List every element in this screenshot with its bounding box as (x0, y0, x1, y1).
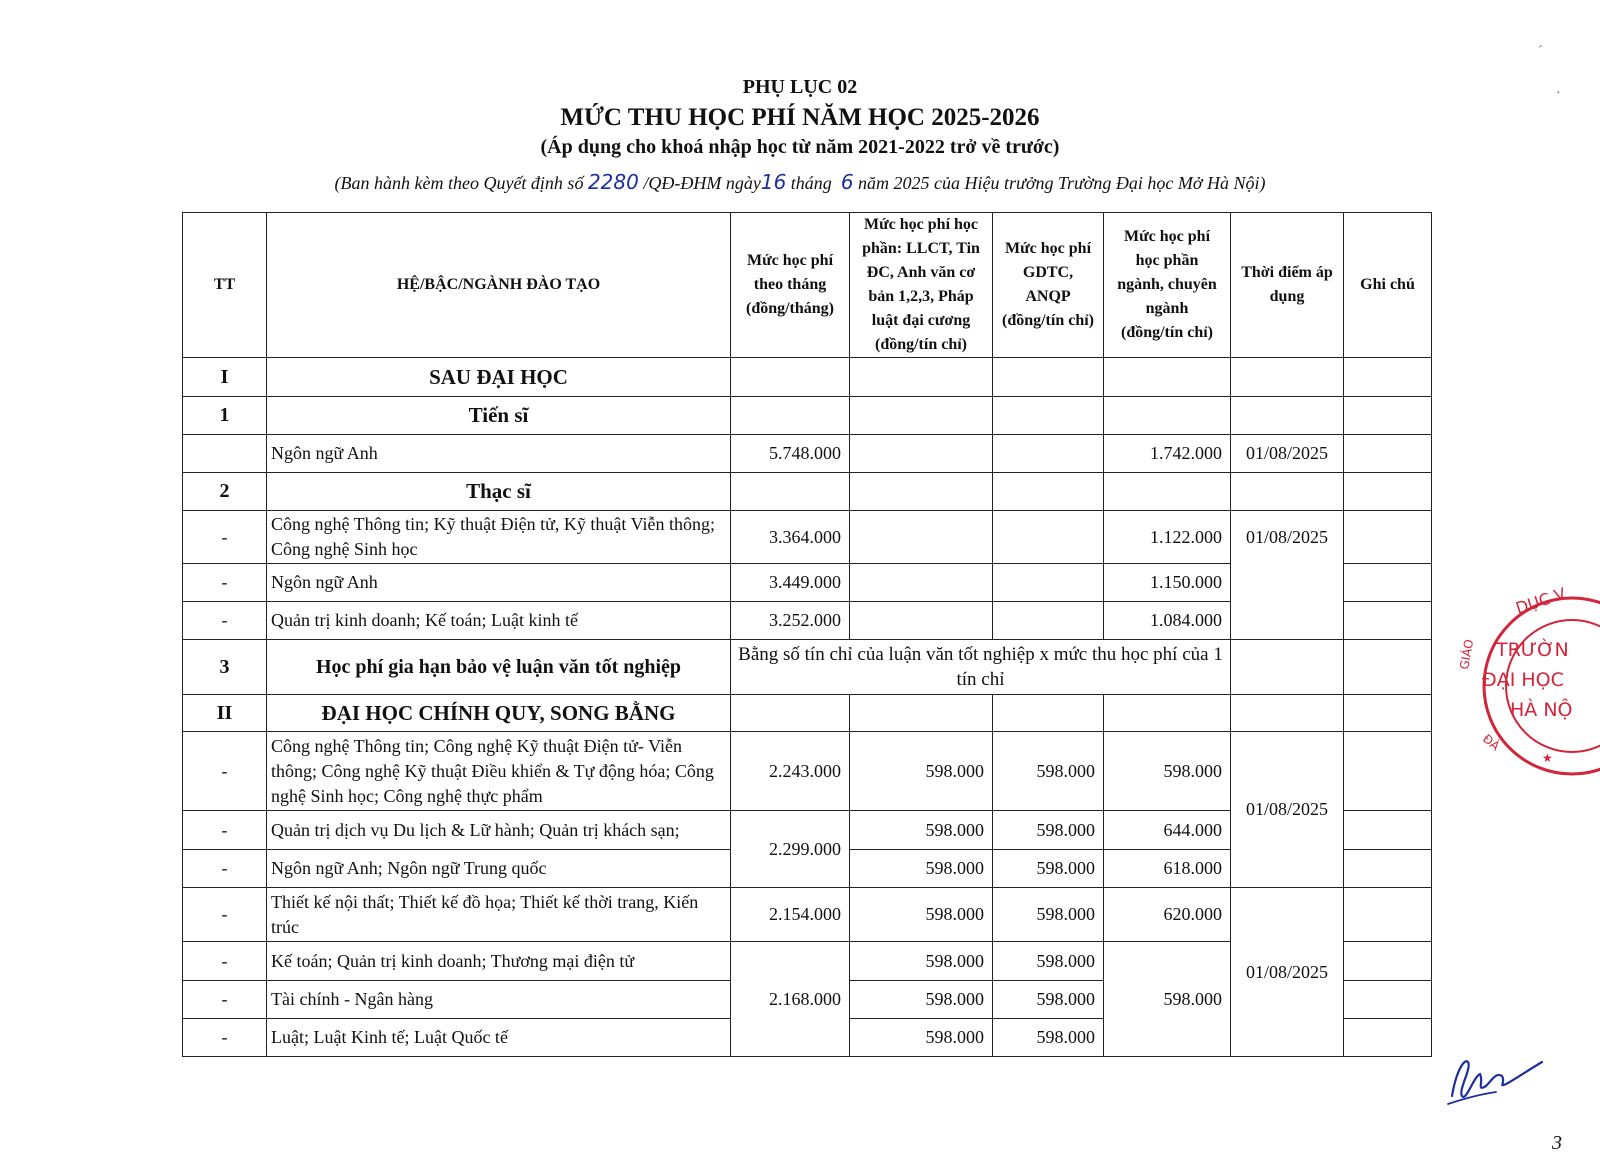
subsection-row (183, 397, 1432, 435)
scan-mark: · (1556, 86, 1561, 101)
row-program: Quản trị kinh doanh; Kế toán; Luật kinh tế (267, 602, 731, 640)
row-major-fee: 618.000 (1104, 850, 1231, 888)
fee-table (182, 212, 1432, 1057)
row-major-fee: 1.084.000 (1104, 602, 1231, 640)
header-line: học phần (1135, 252, 1199, 269)
subsection-row (183, 473, 1432, 511)
header-line: theo tháng (753, 276, 827, 293)
row-program: Quản trị dịch vụ Du lịch & Lữ hành; Quản trị khách sạn; (267, 811, 731, 850)
issuance-mid-2: tháng (790, 173, 832, 193)
header-line: Mức học phí (746, 252, 834, 269)
header-program: HỆ/BẬC/NGÀNH ĐÀO TẠO (267, 213, 731, 358)
row-monthly-fee: 3.364.000 (731, 511, 850, 564)
row-major-fee: 598.000 (1104, 732, 1231, 811)
row-general-fee: 598.000 (850, 888, 993, 942)
row-monthly-fee: 2.299.000 (731, 811, 850, 888)
seal-ring-left: GIÁO (1457, 638, 1477, 671)
header-major-fee (1104, 213, 1231, 358)
header-tt: TT (183, 213, 267, 358)
page-number: 3 (1552, 1132, 1562, 1154)
header-line: Thời điểm áp (1241, 264, 1333, 281)
row-program: Kế toán; Quản trị kinh doanh; Thương mại điện tử (267, 942, 731, 981)
row-program: Ngôn ngữ Anh (267, 435, 731, 473)
row-tt: - (183, 942, 267, 981)
scan-mark: ˊ (1538, 44, 1543, 59)
header-line: dụng (1269, 288, 1305, 305)
day-handwritten: 16 (760, 170, 787, 194)
row-program: Thạc sĩ (267, 473, 731, 511)
row-tt: 1 (183, 397, 267, 435)
header-line: Mức học phí học (863, 216, 979, 233)
row-program: SAU ĐẠI HỌC (267, 358, 731, 397)
header-note: Ghi chú (1344, 213, 1432, 358)
row-program: Tiến sĩ (267, 397, 731, 435)
row-monthly-fee: 2.243.000 (731, 732, 850, 811)
header-line: phần: LLCT, Tin (862, 240, 980, 257)
row-major-fee: 620.000 (1104, 888, 1231, 942)
appendix-label: PHỤ LỤC 02 (742, 76, 858, 98)
row-general-fee: 598.000 (850, 981, 993, 1019)
issuance-line (0, 170, 1600, 194)
row-general-fee: 598.000 (850, 732, 993, 811)
decision-number-handwritten: 2280 (587, 170, 639, 194)
table-row (183, 732, 1432, 811)
row-gdtc-fee: 598.000 (993, 942, 1104, 981)
issuance-prefix: (Ban hành kèm theo Quyết định số (334, 173, 584, 193)
header-line: ĐC, Anh văn cơ (866, 264, 976, 281)
header-line: (đồng/tín chỉ) (1120, 324, 1213, 341)
row-program: Ngôn ngữ Anh (267, 564, 731, 602)
document-subtitle: (Áp dụng cho khoá nhập học từ năm 2021-2022 trở về trước) (540, 136, 1060, 158)
row-program: Tài chính - Ngân hàng (267, 981, 731, 1019)
header-line: ngành (1145, 300, 1189, 317)
university-seal (1457, 583, 1600, 780)
seal-ring-text: DỤC V (1513, 583, 1568, 618)
row-monthly-fee: 3.449.000 (731, 564, 850, 602)
row-general-fee: 598.000 (850, 1019, 993, 1057)
row-program: Thiết kế nội thất; Thiết kế đồ họa; Thiết kế thời trang, Kiến trúc (267, 888, 731, 942)
row-tt: I (183, 358, 267, 397)
seal-ring-bottom: ĐÀ (1480, 731, 1503, 754)
row-general-fee: 598.000 (850, 811, 993, 850)
seal-line-1: TRƯỜN (1496, 639, 1569, 661)
header-line: ANQP (1025, 288, 1071, 305)
table-row (183, 888, 1432, 942)
month-handwritten: 6 (840, 170, 854, 194)
header-line: GDTC, (1022, 264, 1074, 281)
row-tt: - (183, 811, 267, 850)
header-line: (đồng/tín chỉ) (1001, 312, 1094, 329)
row-major-fee: 1.742.000 (1104, 435, 1231, 473)
seal-line-2: ĐẠI HỌC (1482, 669, 1564, 691)
issuance-mid-1: /QĐ-ĐHM ngày (643, 173, 761, 193)
row-program: Công nghệ Thông tin; Công nghệ Kỹ thuật Điện tử- Viễn thông; Công nghệ Kỹ thuật Điều khiển & Tự động hóa; Công nghệ Sinh học; Công nghệ thực phẩm (267, 732, 731, 811)
row-program: Luật; Luật Kinh tế; Luật Quốc tế (267, 1019, 731, 1057)
document-title: MỨC THU HỌC PHÍ NĂM HỌC 2025-2026 (560, 104, 1040, 131)
signature (1446, 1052, 1546, 1112)
row-gdtc-fee: 598.000 (993, 888, 1104, 942)
header-line: (đồng/tín chỉ) (874, 336, 967, 353)
issuance-suffix: năm 2025 của Hiệu trưởng Trường Đại học Mở Hà Nội) (858, 173, 1266, 193)
header-effective-date (1231, 213, 1344, 358)
row-program: Ngôn ngữ Anh; Ngôn ngữ Trung quốc (267, 850, 731, 888)
seal-line-3: HÀ NỘ (1510, 699, 1573, 721)
row-program: ĐẠI HỌC CHÍNH QUY, SONG BẰNG (267, 695, 731, 732)
section-row (183, 695, 1432, 732)
row-effective-date: 01/08/2025 (1231, 732, 1344, 888)
row-monthly-fee: 2.154.000 (731, 888, 850, 942)
row-general-fee: 598.000 (850, 850, 993, 888)
row-major-fee: 1.122.000 (1104, 511, 1231, 564)
header-line: (đồng/tháng) (745, 300, 835, 317)
row-program: Học phí gia hạn bảo vệ luận văn tốt nghiệp (267, 640, 731, 695)
row-tt: II (183, 695, 267, 732)
row-monthly-fee: 2.168.000 (731, 942, 850, 1057)
row-effective-date: 01/08/2025 (1231, 435, 1344, 473)
header-gdtc-fee (993, 213, 1104, 358)
row-general-fee: 598.000 (850, 942, 993, 981)
row-monthly-fee: 3.252.000 (731, 602, 850, 640)
row-tt: - (183, 564, 267, 602)
row-tt: - (183, 850, 267, 888)
row-tt: - (183, 888, 267, 942)
row-effective-date: 01/08/2025 (1231, 511, 1344, 640)
row-major-fee: 644.000 (1104, 811, 1231, 850)
header-general-fee (850, 213, 993, 358)
subsection-row (183, 640, 1432, 695)
row-tt: - (183, 511, 267, 564)
header-line: Mức học phí (1004, 240, 1092, 257)
row-program: Công nghệ Thông tin; Kỹ thuật Điện tử, Kỹ thuật Viễn thông; Công nghệ Sinh học (267, 511, 731, 564)
header-line: luật đại cương (871, 312, 971, 329)
row-tt: - (183, 602, 267, 640)
row-gdtc-fee: 598.000 (993, 850, 1104, 888)
row-effective-date: 01/08/2025 (1231, 888, 1344, 1057)
row-tt: - (183, 981, 267, 1019)
section-row (183, 358, 1432, 397)
row-gdtc-fee: 598.000 (993, 811, 1104, 850)
row-major-fee: 598.000 (1104, 942, 1231, 1057)
row-tt: - (183, 732, 267, 811)
thesis-extension-rule: Bằng số tín chỉ của luận văn tốt nghiệp x mức thu học phí của 1 tín chỉ (731, 640, 1231, 695)
row-gdtc-fee: 598.000 (993, 732, 1104, 811)
row-gdtc-fee: 598.000 (993, 981, 1104, 1019)
header-row (183, 213, 1432, 358)
svg-text:★: ★ (1542, 751, 1553, 765)
header-line: bản 1,2,3, Pháp (868, 288, 974, 305)
header-line: ngành, chuyên (1117, 276, 1217, 293)
row-tt: 3 (183, 640, 267, 695)
header-line: Mức học phí (1123, 228, 1211, 245)
row-monthly-fee: 5.748.000 (731, 435, 850, 473)
row-tt: 2 (183, 473, 267, 511)
row-gdtc-fee: 598.000 (993, 1019, 1104, 1057)
header-monthly-fee (731, 213, 850, 358)
row-tt: - (183, 1019, 267, 1057)
table-row (183, 511, 1432, 564)
table-row (183, 435, 1432, 473)
row-major-fee: 1.150.000 (1104, 564, 1231, 602)
